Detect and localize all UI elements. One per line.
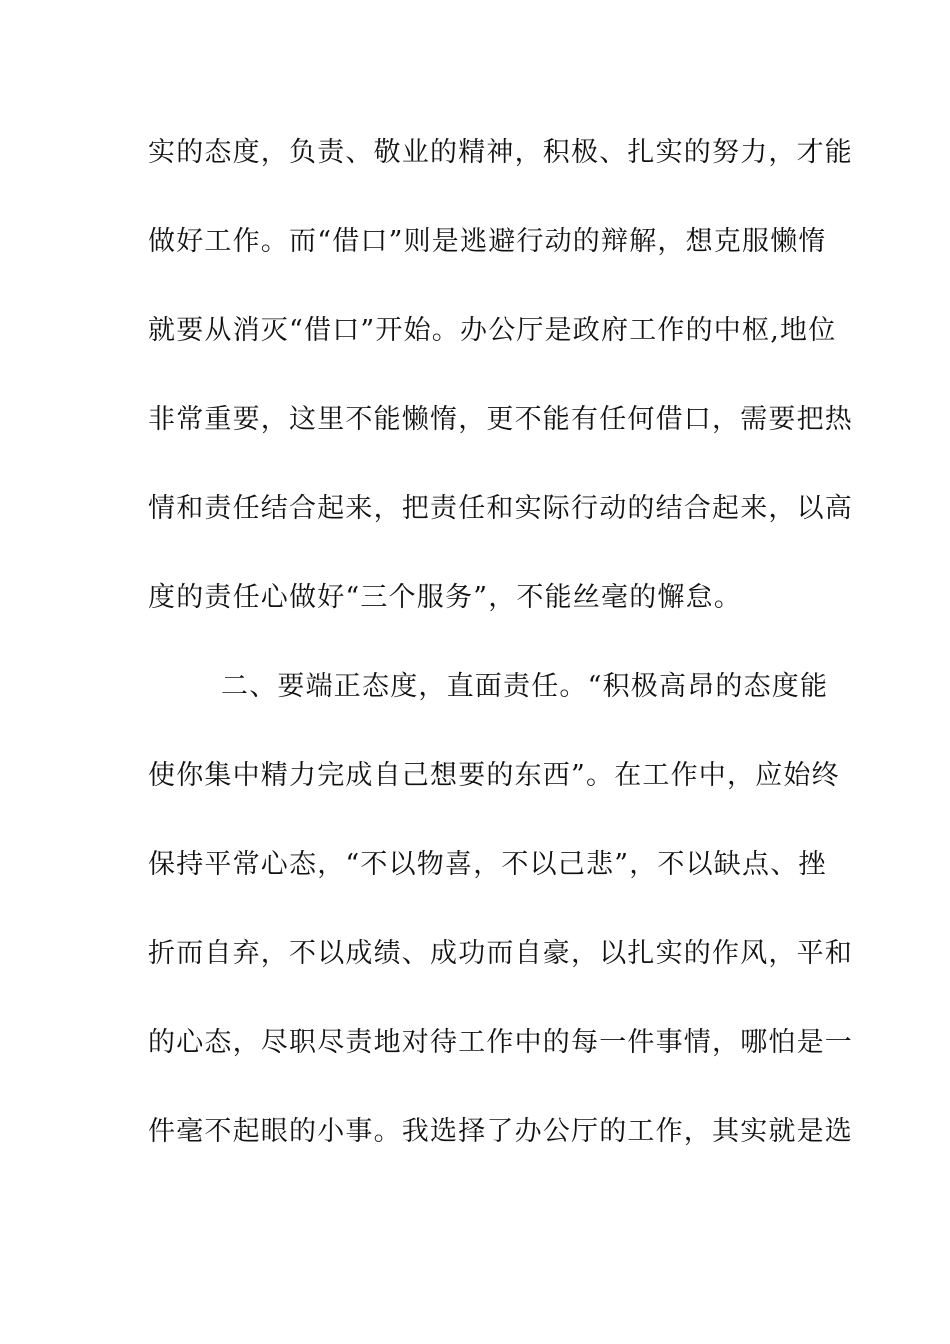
text-line: 做好工作。而“借口”则是逃避行动的辩解，想克服懒惰 xyxy=(148,226,827,257)
text-line: 实的态度，负责、敬业的精神，积极、扎实的努力，才能 xyxy=(148,137,853,168)
text-line: 就要从消灭“借口”开始。办公厅是政府工作的中枢,地位 xyxy=(148,315,837,346)
text-line: 保持平常心态，“不以物喜，不以己悲”，不以缺点、挫 xyxy=(148,849,827,880)
text-line: 情和责任结合起来，把责任和实际行动的结合起来，以高 xyxy=(148,493,853,524)
text-line: 度的责任心做好“三个服务”，不能丝毫的懈怠。 xyxy=(148,582,743,613)
text-line: 的心态，尽职尽责地对待工作中的每一件事情，哪怕是一 xyxy=(148,1027,853,1058)
paragraph-heading-line: 二、要端正态度，直面责任。“积极高昂的态度能 xyxy=(221,671,829,702)
text-line: 件毫不起眼的小事。我选择了办公厅的工作，其实就是选 xyxy=(148,1116,853,1147)
text-line: 非常重要，这里不能懒惰，更不能有任何借口，需要把热 xyxy=(148,404,853,435)
text-line: 使你集中精力完成自己想要的东西”。在工作中，应始终 xyxy=(148,760,840,791)
text-line: 折而自弃，不以成绩、成功而自豪，以扎实的作风，平和 xyxy=(148,938,853,969)
